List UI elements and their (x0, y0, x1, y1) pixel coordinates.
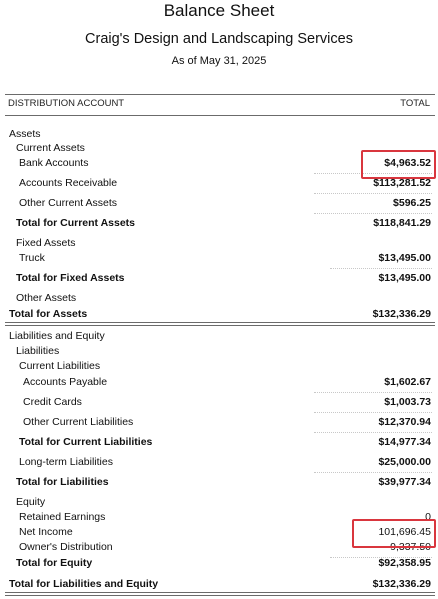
amount-value[interactable]: $132,336.29 (372, 308, 431, 320)
amount-value[interactable]: $25,000.00 (378, 456, 431, 468)
row-separator (314, 432, 432, 433)
table-row (5, 454, 435, 472)
account-label[interactable]: Other Assets (16, 292, 77, 304)
account-label[interactable]: Total for Liabilities and Equity (9, 578, 159, 590)
amount-value[interactable]: 0 (425, 511, 431, 523)
account-label[interactable]: Total for Assets (9, 308, 88, 320)
account-label[interactable]: Owner's Distribution (19, 541, 113, 553)
account-label[interactable]: Truck (19, 252, 45, 264)
amount-value[interactable]: $113,281.52 (373, 177, 431, 189)
amount-value[interactable]: $1,003.73 (384, 396, 431, 408)
table-row (5, 250, 435, 268)
table-row (5, 374, 435, 392)
row-separator (314, 472, 432, 473)
amount-value[interactable]: 101,696.45 (378, 526, 431, 538)
section-divider-top (5, 322, 435, 323)
account-label[interactable]: Net Income (19, 526, 73, 538)
highlight-box-net-income (352, 519, 436, 548)
amount-value[interactable]: $1,602.67 (384, 376, 431, 388)
company-name: Craig's Design and Landscaping Services (85, 31, 353, 47)
account-label[interactable]: Credit Cards (23, 396, 82, 408)
table-row (5, 270, 435, 288)
table-row (5, 195, 435, 213)
account-label[interactable]: Other Current Assets (19, 197, 118, 209)
account-label[interactable]: Total for Equity (16, 557, 93, 569)
account-label[interactable]: Current Liabilities (19, 360, 101, 372)
account-label[interactable]: Total for Liabilities (16, 476, 109, 488)
amount-value[interactable]: -9,337.50 (386, 541, 431, 553)
account-label[interactable]: Liabilities (16, 345, 60, 357)
table-row (5, 474, 435, 492)
amount-value[interactable]: $13,495.00 (378, 272, 431, 284)
amount-value[interactable]: $596.25 (393, 197, 431, 209)
table-row (5, 414, 435, 432)
section-divider-bottom (5, 325, 435, 326)
amount-value[interactable]: $12,370.94 (378, 416, 431, 428)
amount-value[interactable]: $92,358.95 (378, 557, 431, 569)
table-row (5, 555, 435, 573)
table-row (5, 215, 435, 233)
row-separator (314, 392, 432, 393)
account-label[interactable]: Liabilities and Equity (9, 330, 105, 342)
account-label[interactable]: Fixed Assets (16, 237, 76, 249)
table-bottom-rule (5, 592, 435, 593)
account-label[interactable]: Long-term Liabilities (19, 456, 113, 468)
column-header-total[interactable]: TOTAL (400, 98, 430, 109)
header-top-rule (5, 94, 435, 95)
account-label[interactable]: Accounts Receivable (19, 177, 118, 189)
account-label[interactable]: Other Current Liabilities (23, 416, 134, 428)
amount-value[interactable]: $118,841.29 (373, 217, 431, 229)
row-separator (314, 412, 432, 413)
account-label[interactable]: Total for Current Liabilities (19, 436, 153, 448)
header-bottom-rule (5, 115, 435, 116)
amount-value[interactable]: $13,495.00 (378, 252, 431, 264)
account-label[interactable]: Total for Current Assets (16, 217, 136, 229)
account-label[interactable]: Total for Fixed Assets (16, 272, 125, 284)
row-separator (314, 213, 432, 214)
report-title: Balance Sheet (163, 1, 275, 20)
amount-value[interactable]: $4,963.52 (384, 157, 431, 169)
row-separator (314, 193, 432, 194)
account-label[interactable]: Retained Earnings (19, 511, 106, 523)
table-bottom-rule-double (5, 595, 435, 596)
account-label[interactable]: Accounts Payable (23, 376, 108, 388)
account-label[interactable]: Assets (9, 128, 41, 140)
highlight-box-bank-accounts (361, 150, 436, 179)
row-separator (330, 268, 432, 269)
report-date: As of May 31, 2025 (171, 55, 267, 67)
column-header-account[interactable]: DISTRIBUTION ACCOUNT (8, 98, 125, 109)
amount-value[interactable]: $132,336.29 (372, 578, 431, 590)
account-label[interactable]: Current Assets (16, 142, 85, 154)
account-label[interactable]: Equity (16, 496, 46, 508)
amount-value[interactable]: $39,977.34 (378, 476, 431, 488)
amount-value[interactable]: $14,977.34 (378, 436, 431, 448)
table-row (5, 434, 435, 452)
table-row (5, 394, 435, 412)
account-label[interactable]: Bank Accounts (19, 157, 89, 169)
